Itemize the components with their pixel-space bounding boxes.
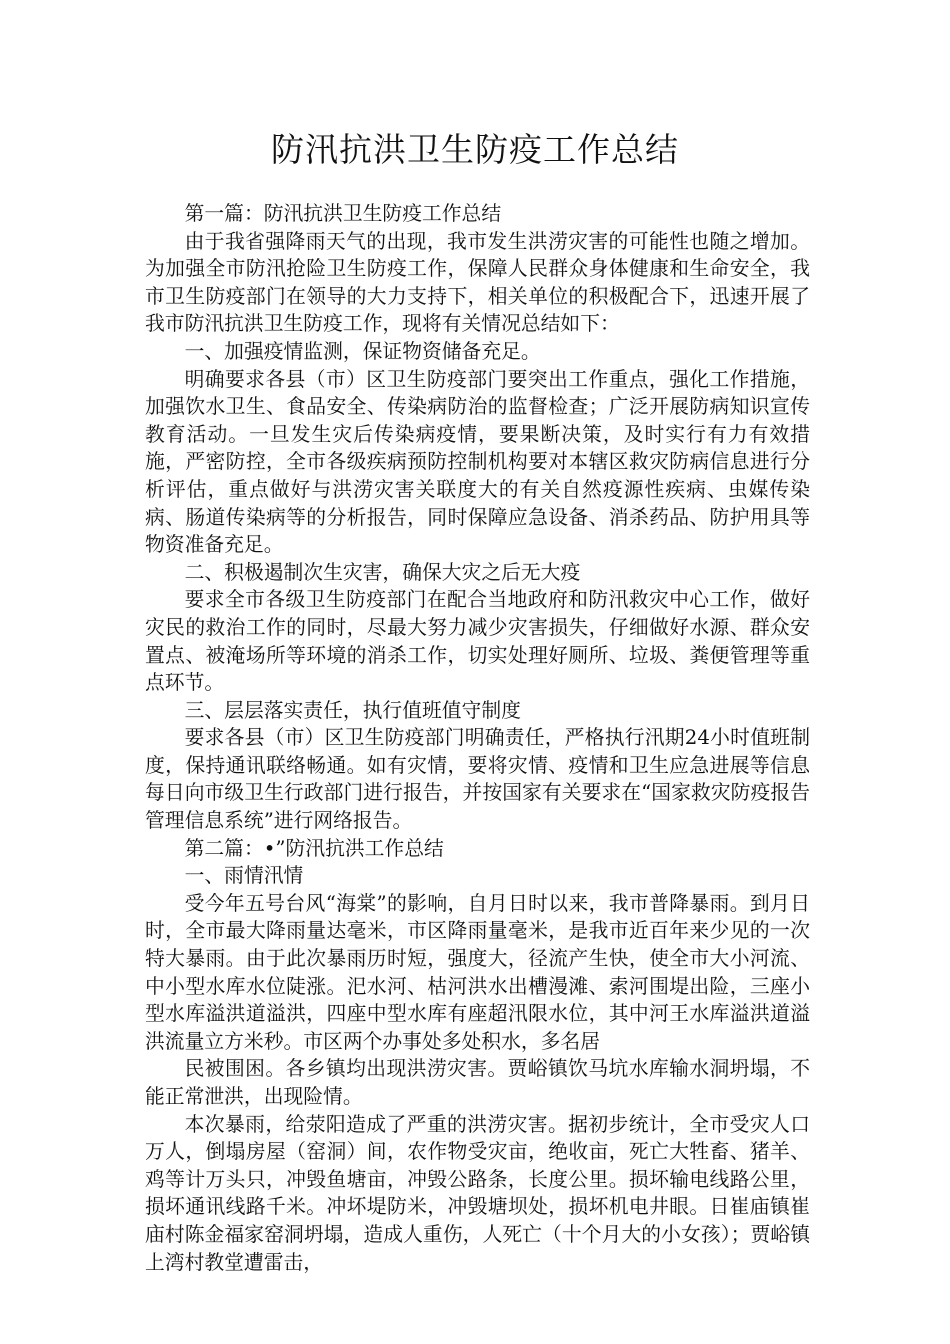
paragraph-secondary-disasters: 要求全市各级卫生防疫部门在配合当地政府和防汛救灾中心工作，做好灾民的救治工作的同时，尽最大努力减少灾害损失，仔细做好水源、群众安置点、被淹场所等环境的消杀工作，切实处理好厕所、垃圾、粪便管理等重点环节。 bbox=[145, 588, 810, 695]
paragraph-responsibility: 要求各县（市）区卫生防疫部门明确责任，严格执行汛期24小时值班制度，保持通讯联络畅通。如有灾情，要将灾情、疫情和卫生应急进展等信息每日向市级卫生行政部门进行报告，并按国家有关要求在“国家救灾防疫报告管理信息系统”进行网络报告。 bbox=[145, 726, 810, 833]
section-heading-monitoring: 一、加强疫情监测，保证物资储备充足。 bbox=[184, 339, 541, 363]
paragraph-intro: 由于我省强降雨天气的出现，我市发生洪涝灾害的可能性也随之增加。为加强全市防汛抢险卫生防疫工作，保障人民群众身体健康和生命安全，我市卫生防疫部门在领导的大力支持下，相关单位的积极配合下，迅速开展了我市防汛抗洪卫生防疫工作，现将有关情况总结如下： bbox=[145, 229, 810, 336]
paragraph-damage-statistics: 本次暴雨，给荥阳造成了严重的洪涝灾害。据初步统计，全市受灾人口万人，倒塌房屋（窑洞）间，农作物受灾亩，绝收亩，死亡大牲畜、猪羊、鸡等计万头只，冲毁鱼塘亩，冲毁公路条，长度公里。损坏输电线路公里，损坏通讯线路千米。冲坏堤防米，冲毁塘坝处，损坏机电井眼。日崔庙镇崔庙村陈金福家窑洞坍塌，造成人重伤，人死亡（十个月大的小女孩）；贾峪镇上湾村教堂遭雷击， bbox=[145, 1112, 810, 1274]
section-heading-rain-flood: 一、雨情汛情 bbox=[184, 864, 304, 888]
paragraph-rain-flood: 受今年五号台风“海棠”的影响，自月日时以来，我市普降暴雨。到月日时，全市最大降雨量达毫米，市区降雨量毫米，是我市近百年来少见的一次特大暴雨。由于此次暴雨历时短，强度大，径流产生快，使全市大小河流、中小型水库水位陡涨。汜水河、枯河洪水出槽漫滩、索河围堤出险，三座小型水库溢洪道溢洪，四座中型水库有座超汛限水位，其中河王水库溢洪道溢洪流量立方米秒。市区两个办事处多处积水，多名居 bbox=[145, 891, 810, 1053]
paragraph-residents-trapped: 民被围困。各乡镇均出现洪涝灾害。贾峪镇饮马坑水库输水洞坍塌，不能正常泄洪，出现险情。 bbox=[145, 1057, 810, 1108]
document-title: 防汛抗洪卫生防疫工作总结 bbox=[271, 130, 679, 169]
section-heading-part-two: 第二篇：•”防汛抗洪工作总结 bbox=[184, 836, 444, 860]
paragraph-monitoring: 明确要求各县（市）区卫生防疫部门要突出工作重点，强化工作措施，加强饮水卫生、食品安全、传染病防治的监督检查；广泛开展防病知识宣传教育活动。一旦发生灾后传染病疫情，要果断决策，及时实行有力有效措施，严密防控，全市各级疾病预防控制机构要对本辖区救灾防病信息进行分析评估，重点做好与洪涝灾害关联度大的有关自然疫源性疾病、虫媒传染病、肠道传染病等的分析报告，同时保障应急设备、消杀药品、防护用具等物资准备充足。 bbox=[145, 367, 810, 557]
document-body bbox=[145, 200, 810, 1276]
section-heading-part-one: 第一篇：防汛抗洪卫生防疫工作总结 bbox=[184, 202, 502, 225]
section-heading-responsibility: 三、层层落实责任，执行值班值守制度 bbox=[184, 698, 521, 722]
section-heading-secondary-disasters: 二、积极遏制次生灾害，确保大灾之后无大疫 bbox=[184, 560, 581, 584]
